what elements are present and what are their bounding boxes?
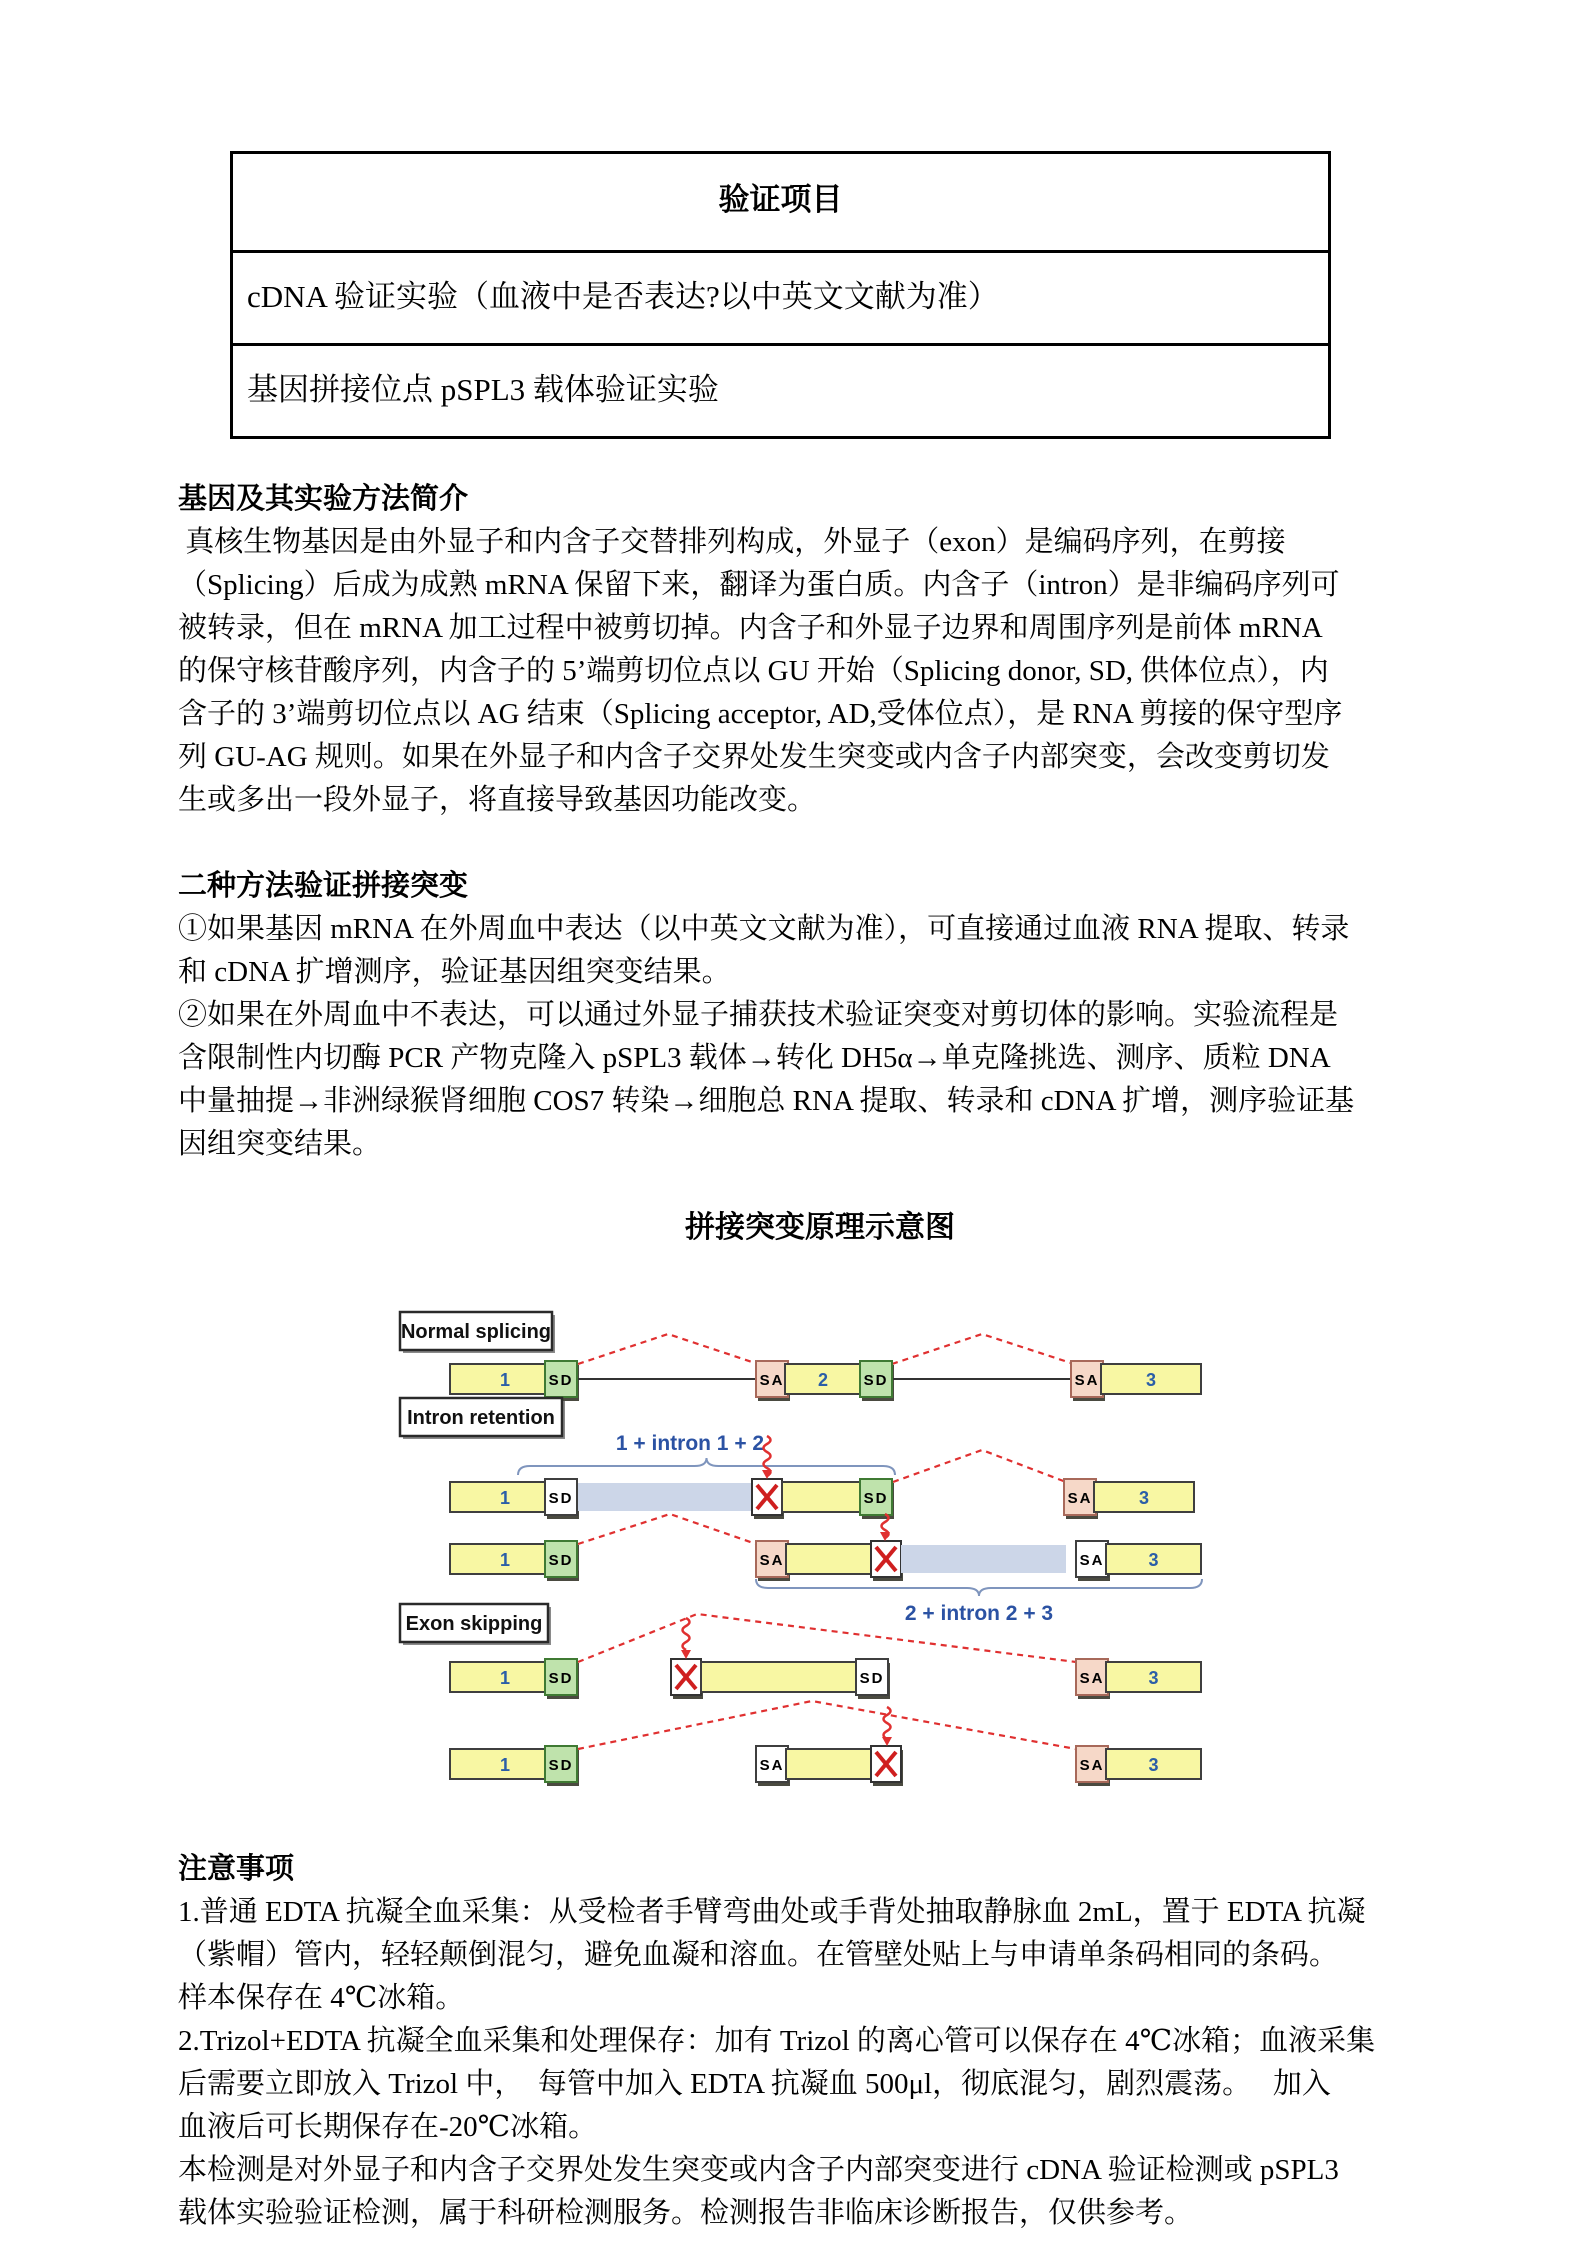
exon-box	[786, 1749, 871, 1779]
text-line: 列 GU-AG 规则。如果在外显子和内含子交界处发生突变或内含子内部突变，会改变剪切发	[178, 741, 1330, 773]
exon-number: 1	[499, 1550, 511, 1570]
splice-donor-tag-label: SD	[548, 1552, 574, 1569]
splice-donor-tag-inactive-label: SD	[548, 1490, 574, 1507]
text-line: （紫帽）管内，轻轻颠倒混匀，避免血凝和溶血。在管壁处贴上与申请单条码相同的条码。	[178, 1939, 1339, 1971]
exon-box	[701, 1662, 856, 1692]
diagram-annotation: 1 + intron 1 + 2	[615, 1432, 765, 1455]
splice-arc	[893, 1450, 1066, 1482]
methods-paragraph	[178, 908, 1437, 1166]
mutation-arrowhead	[882, 1737, 892, 1746]
splice-donor-tag-label: SD	[863, 1372, 889, 1389]
diagram-row-label: Exon skipping	[405, 1613, 543, 1635]
text-line: 血液后可长期保存在-20℃冰箱。	[178, 2111, 598, 2143]
splice-arc	[578, 1701, 1076, 1749]
splice-acceptor-tag-inactive-label: SA	[759, 1757, 785, 1774]
retained-intron-region	[901, 1545, 1066, 1573]
exon-box	[786, 1544, 871, 1574]
exon-number: 2	[817, 1370, 829, 1390]
table-header-row	[232, 153, 1330, 252]
text-line: 被转录，但在 mRNA 加工过程中被剪切掉。内含子和外显子边界和周围序列是前体 mRNA	[178, 612, 1323, 644]
splice-acceptor-tag-label: SA	[1079, 1670, 1105, 1687]
text-line: 含子的 3’端剪切位点以 AG 结束（Splicing acceptor, AD,受体位点），是 RNA 剪接的保守型序	[178, 698, 1343, 730]
diagram-title: 拼接突变原理示意图	[685, 1211, 955, 1244]
splice-donor-tag-inactive-label: SD	[859, 1670, 885, 1687]
exon-number: 1	[499, 1755, 511, 1775]
text-line: 含限制性内切酶 PCR 产物克隆入 pSPL3 载体→转化 DH5α→单克隆挑选、测序、质粒 DNA	[178, 1042, 1331, 1074]
section-heading-methods: 二种方法验证拼接突变	[178, 870, 469, 902]
text-line: 本检测是对外显子和内含子交界处发生突变或内含子内部突变进行 cDNA 验证检测或 pSPL3	[178, 2154, 1339, 2186]
text-line: 后需要立即放入 Trizol 中， 每管中加入 EDTA 抗凝血 500μl，彻底混匀，剧烈震荡。 加入	[178, 2068, 1331, 2100]
text-line: 生或多出一段外显子，将直接导致基因功能改变。	[178, 784, 817, 816]
splice-acceptor-tag-label: SA	[1074, 1372, 1100, 1389]
retained-intron-region	[578, 1483, 753, 1511]
text-line: 中量抽提→非洲绿猴肾细胞 COS7 转染→细胞总 RNA 提取、转录和 cDNA 扩增，测序验证基	[178, 1085, 1355, 1117]
splice-arc	[578, 1334, 758, 1364]
exon-number: 3	[1148, 1550, 1159, 1570]
splice-arc	[578, 1514, 756, 1544]
mutation-arrow	[683, 1618, 690, 1650]
notes-paragraph	[178, 1891, 1437, 2235]
mutation-arrowhead	[681, 1650, 691, 1659]
section-heading-notes: 注意事项	[178, 1853, 295, 1885]
text-line: 1.普通 EDTA 抗凝全血采集：从受检者手臂弯曲处或手背处抽取静脉血 2mL，置于 EDTA 抗凝	[178, 1896, 1366, 1928]
text-line: 真核生物基因是由外显子和内含子交替排列构成，外显子（exon）是编码序列，在剪接	[178, 526, 1286, 558]
text-line: ①如果基因 mRNA 在外周血中表达（以中英文文献为准），可直接通过血液 RNA 提取、转录	[178, 913, 1350, 945]
splice-donor-tag-label: SD	[548, 1757, 574, 1774]
text-line: （Splicing）后成为成熟 mRNA 保留下来，翻译为蛋白质。内含子（intron）是非编码序列可	[178, 569, 1340, 601]
intro-paragraph	[178, 521, 1437, 822]
text-line: 和 cDNA 扩增测序，验证基因组突变结果。	[178, 956, 731, 988]
text-line: 载体实验验证检测，属于科研检测服务。检测报告非临床诊断报告，仅供参考。	[178, 2197, 1194, 2229]
splice-arc	[892, 1334, 1074, 1364]
range-bracket	[518, 1458, 895, 1475]
text-line: 样本保存在 4℃冰箱。	[178, 1982, 465, 2014]
validation-project-table	[230, 151, 1331, 439]
exon-number: 1	[499, 1668, 511, 1688]
table-row	[232, 252, 1330, 345]
splice-acceptor-tag-label: SA	[759, 1552, 785, 1569]
diagram-row-label: Normal splicing	[400, 1321, 552, 1343]
splicing-diagram	[390, 1252, 1250, 1797]
splice-acceptor-tag-inactive-label: SA	[1079, 1552, 1105, 1569]
splice-donor-tag-label: SD	[548, 1670, 574, 1687]
exon-number: 1	[499, 1370, 511, 1390]
text-line: 2.Trizol+EDTA 抗凝全血采集和处理保存：加有 Trizol 的离心管可以保存在 4℃冰箱；血液采集	[178, 2025, 1376, 2057]
diagram-row-label: Intron retention	[407, 1407, 555, 1429]
table-cell: cDNA 验证实验（血液中是否表达?以中英文文献为准）	[232, 252, 1330, 345]
text-line: 因组突变结果。	[178, 1128, 382, 1160]
exon-number: 3	[1148, 1755, 1159, 1775]
range-bracket	[756, 1579, 1202, 1596]
section-heading-intro: 基因及其实验方法简介	[178, 483, 469, 515]
exon-number: 3	[1145, 1370, 1157, 1390]
text-line: 的保守核苷酸序列，内含子的 5’端剪切位点以 GU 开始（Splicing donor, SD, 供体位点），内	[178, 655, 1329, 687]
mutation-arrow	[884, 1707, 891, 1739]
splice-acceptor-tag-label: SA	[1067, 1490, 1093, 1507]
table-row	[232, 345, 1330, 438]
diagram-annotation: 2 + intron 2 + 3	[904, 1602, 1054, 1625]
table-cell: 基因拼接位点 pSPL3 载体验证实验	[232, 345, 1330, 438]
exon-number: 1	[499, 1488, 511, 1508]
splice-acceptor-tag-label: SA	[1079, 1757, 1105, 1774]
splice-donor-tag-label: SD	[548, 1372, 574, 1389]
exon-number: 3	[1138, 1488, 1150, 1508]
exon-number: 3	[1148, 1668, 1159, 1688]
text-line: ②如果在外周血中不表达，可以通过外显子捕获技术验证突变对剪切体的影响。实验流程是	[178, 999, 1339, 1031]
table-header-cell: 验证项目	[232, 153, 1330, 252]
splice-donor-tag-label: SD	[863, 1490, 889, 1507]
exon-box	[782, 1482, 870, 1512]
splice-acceptor-tag-label: SA	[759, 1372, 785, 1389]
